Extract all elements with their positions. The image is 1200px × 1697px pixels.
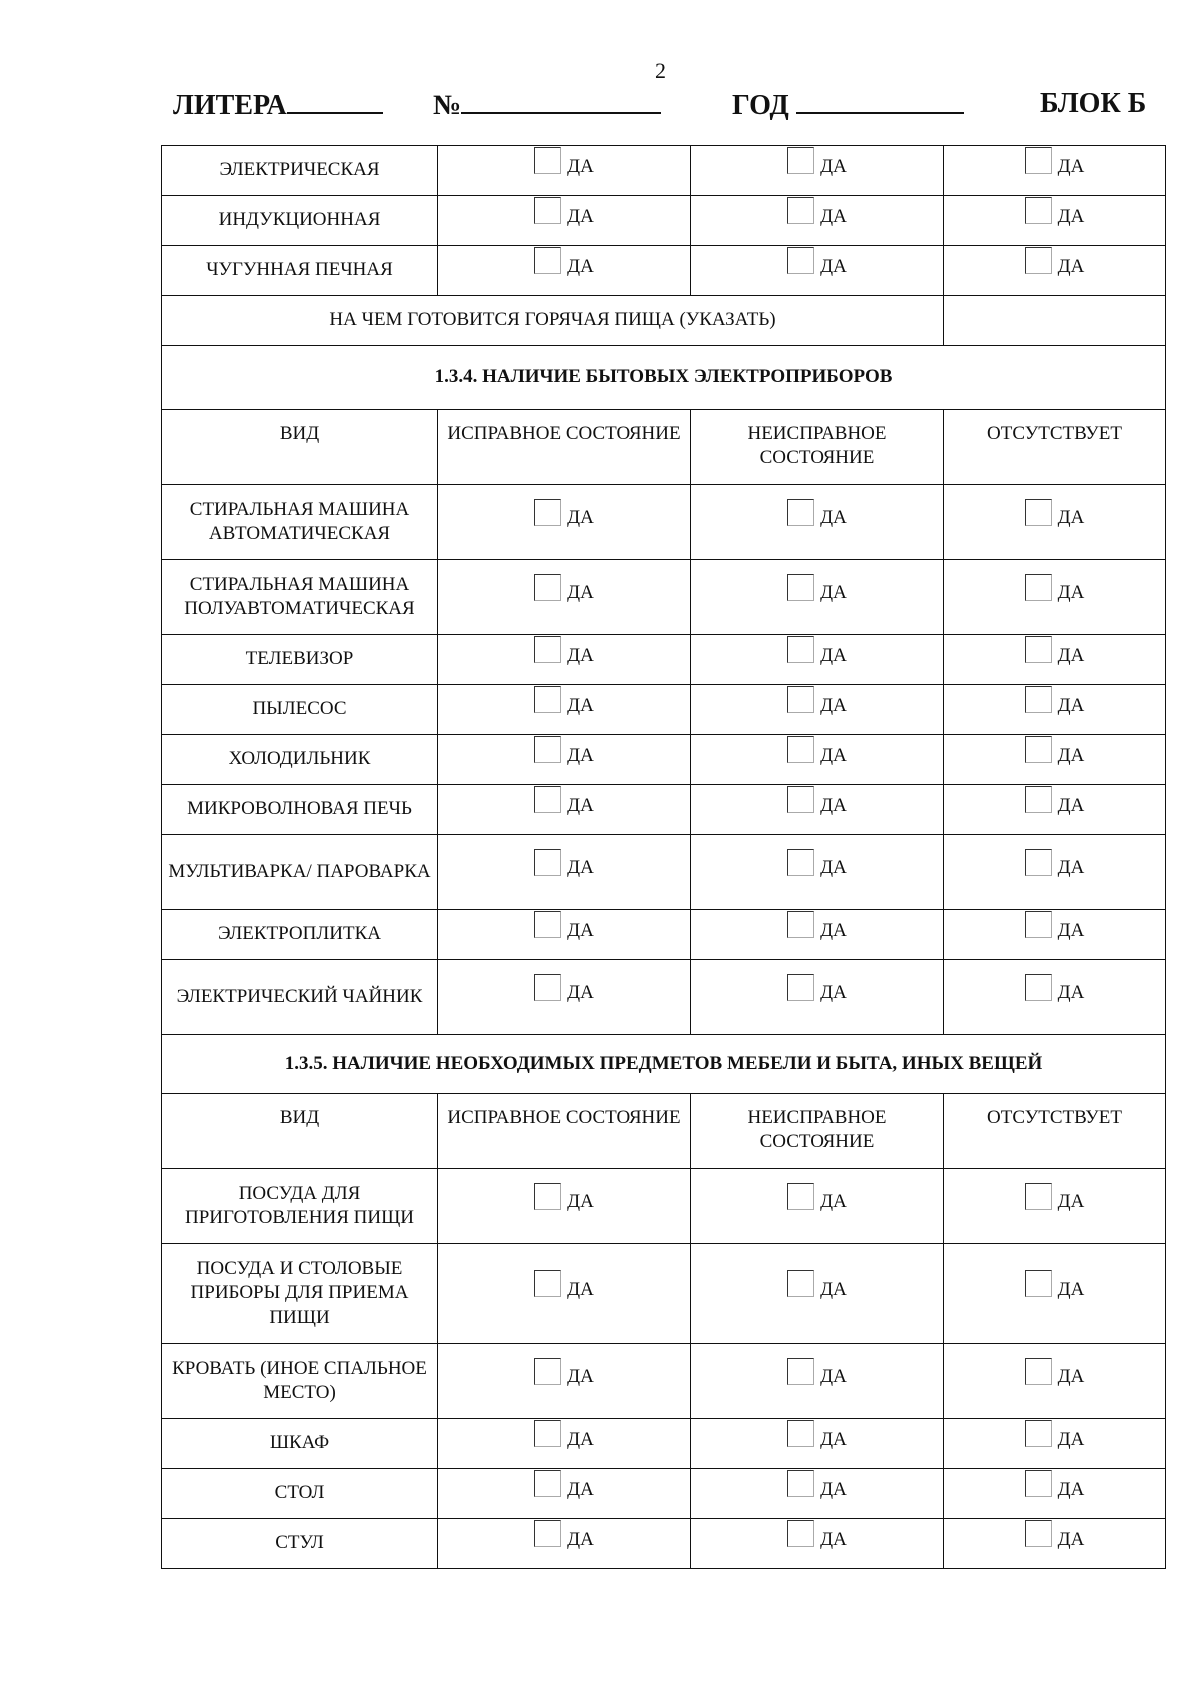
item-row	[162, 785, 1166, 835]
checkbox-box[interactable]	[534, 1470, 561, 1497]
section-135-title: 1.3.5. НАЛИЧИЕ НЕОБХОДИМЫХ ПРЕДМЕТОВ МЕБЕЛИ И БЫТА, ИНЫХ ВЕЩЕЙ	[162, 1035, 1166, 1094]
yes-label: ДА	[820, 644, 847, 666]
yes-label: ДА	[1057, 255, 1085, 277]
yes-label: ДА	[820, 794, 847, 816]
yes-checkbox[interactable]	[787, 1189, 847, 1216]
yes-label: ДА	[820, 744, 847, 766]
yes-checkbox[interactable]	[1025, 505, 1085, 532]
row-label: ИНДУКЦИОННАЯ	[162, 196, 438, 246]
yes-label: ДА	[567, 694, 594, 716]
checkbox-box[interactable]	[534, 911, 561, 938]
checkbox-box[interactable]	[1025, 786, 1052, 813]
checkbox-box[interactable]	[1025, 911, 1052, 938]
checkbox-box[interactable]	[1025, 1358, 1052, 1385]
col-absent-header: ОТСУТСТВУЕТ	[944, 410, 1166, 485]
checkbox-box[interactable]	[1025, 636, 1052, 663]
item-label: ХОЛОДИЛЬНИК	[162, 735, 438, 785]
year-input-line[interactable]	[796, 88, 964, 114]
checkbox-box[interactable]	[787, 736, 814, 763]
col-broken-header: НЕИСПРАВНОЕ СОСТОЯНИЕ	[691, 1094, 944, 1169]
yes-checkbox[interactable]	[534, 792, 594, 819]
item-label: СТУЛ	[162, 1519, 438, 1569]
checkbox-box[interactable]	[1025, 147, 1052, 174]
yes-label: ДА	[567, 582, 594, 604]
checkbox-box[interactable]	[534, 636, 561, 663]
yes-checkbox[interactable]	[534, 1364, 594, 1391]
yes-label: ДА	[1057, 507, 1085, 529]
yes-label: ДА	[567, 155, 594, 177]
yes-label: ДА	[1057, 1528, 1085, 1550]
yes-label: ДА	[820, 507, 847, 529]
checkbox-box[interactable]	[534, 147, 561, 174]
number-field[interactable]	[433, 88, 661, 122]
yes-checkbox[interactable]	[787, 1526, 847, 1553]
checkbox-box[interactable]	[1025, 574, 1052, 601]
checkbox-box[interactable]	[534, 247, 561, 274]
hot-food-row	[162, 296, 1166, 346]
item-row	[162, 1419, 1166, 1469]
yes-label: ДА	[820, 982, 847, 1004]
yes-label: ДА	[1057, 1428, 1085, 1450]
item-label: ЭЛЕКТРИЧЕСКИЙ ЧАЙНИК	[162, 960, 438, 1035]
yes-label: ДА	[1057, 1478, 1085, 1500]
col-absent-header: ОТСУТСТВУЕТ	[944, 1094, 1166, 1169]
yes-checkbox[interactable]	[534, 1426, 594, 1453]
yes-label: ДА	[567, 857, 594, 879]
col-working-header: ИСПРАВНОЕ СОСТОЯНИЕ	[438, 410, 691, 485]
yes-checkbox[interactable]	[534, 692, 594, 719]
yes-checkbox[interactable]	[534, 1189, 594, 1216]
item-row	[162, 1169, 1166, 1244]
yes-label: ДА	[567, 1528, 594, 1550]
yes-label: ДА	[820, 205, 847, 227]
stove-row	[162, 146, 1166, 196]
yes-label: ДА	[1057, 857, 1085, 879]
checkbox-box[interactable]	[787, 147, 814, 174]
checkbox-box[interactable]	[787, 911, 814, 938]
year-field[interactable]	[732, 88, 964, 122]
number-input-line[interactable]	[461, 88, 661, 114]
item-label: ПЫЛЕСОС	[162, 685, 438, 735]
yes-checkbox[interactable]	[534, 253, 594, 280]
checkbox-box[interactable]	[534, 974, 561, 1001]
yes-label: ДА	[820, 155, 847, 177]
litera-input-line[interactable]	[287, 88, 383, 114]
yes-checkbox[interactable]	[1025, 1276, 1085, 1303]
item-row	[162, 1469, 1166, 1519]
yes-checkbox[interactable]	[787, 1364, 847, 1391]
checkbox-box[interactable]	[1025, 499, 1052, 526]
item-row	[162, 560, 1166, 635]
item-label: СТОЛ	[162, 1469, 438, 1519]
item-label: МУЛЬТИВАРКА/ ПАРОВАРКА	[162, 835, 438, 910]
yes-checkbox[interactable]	[787, 642, 847, 669]
yes-checkbox[interactable]	[787, 1276, 847, 1303]
checkbox-box[interactable]	[534, 736, 561, 763]
item-row	[162, 835, 1166, 910]
item-label: ПОСУДА И СТОЛОВЫЕ ПРИБОРЫ ДЛЯ ПРИЕМА ПИЩИ	[162, 1244, 438, 1344]
yes-label: ДА	[567, 1478, 594, 1500]
checkbox-box[interactable]	[534, 499, 561, 526]
item-label: ЭЛЕКТРОПЛИТКА	[162, 910, 438, 960]
item-row	[162, 485, 1166, 560]
year-label: ГОД	[732, 90, 789, 121]
yes-label: ДА	[1057, 794, 1085, 816]
yes-checkbox[interactable]	[534, 642, 594, 669]
yes-checkbox[interactable]	[1025, 1364, 1085, 1391]
yes-checkbox[interactable]	[787, 792, 847, 819]
yes-checkbox[interactable]	[1025, 1426, 1085, 1453]
item-row	[162, 735, 1166, 785]
checkbox-box[interactable]	[787, 1470, 814, 1497]
checkbox-box[interactable]	[534, 1420, 561, 1447]
hot-food-label: НА ЧЕМ ГОТОВИТСЯ ГОРЯЧАЯ ПИЩА (УКАЗАТЬ)	[162, 296, 944, 346]
litera-label: ЛИТЕРА	[173, 90, 287, 121]
yes-checkbox[interactable]	[1025, 855, 1085, 882]
yes-checkbox[interactable]	[1025, 253, 1085, 280]
yes-checkbox[interactable]	[787, 692, 847, 719]
yes-checkbox[interactable]	[1025, 153, 1085, 180]
yes-checkbox[interactable]	[534, 1476, 594, 1503]
checkbox-box[interactable]	[1025, 974, 1052, 1001]
yes-checkbox[interactable]	[534, 742, 594, 769]
yes-label: ДА	[567, 1366, 594, 1388]
checkbox-box[interactable]	[1025, 1420, 1052, 1447]
yes-label: ДА	[567, 982, 594, 1004]
yes-checkbox[interactable]	[1025, 1189, 1085, 1216]
yes-checkbox[interactable]	[787, 253, 847, 280]
yes-label: ДА	[820, 919, 847, 941]
checkbox-box[interactable]	[787, 1520, 814, 1547]
checkbox-box[interactable]	[787, 499, 814, 526]
block-label: БЛОК Б	[1040, 88, 1147, 119]
yes-label: ДА	[820, 1278, 847, 1300]
checkbox-box[interactable]	[1025, 1520, 1052, 1547]
item-label: СТИРАЛЬНАЯ МАШИНА ПОЛУАВТОМАТИЧЕСКАЯ	[162, 560, 438, 635]
yes-label: ДА	[1057, 155, 1085, 177]
item-label: СТИРАЛЬНАЯ МАШИНА АВТОМАТИЧЕСКАЯ	[162, 485, 438, 560]
yes-label: ДА	[820, 1478, 847, 1500]
yes-label: ДА	[820, 1191, 847, 1213]
yes-checkbox[interactable]	[534, 153, 594, 180]
yes-checkbox[interactable]	[1025, 580, 1085, 607]
yes-checkbox[interactable]	[1025, 642, 1085, 669]
checkbox-box[interactable]	[787, 197, 814, 224]
checkbox-box[interactable]	[787, 974, 814, 1001]
form-table	[161, 145, 1166, 1569]
checkbox-box[interactable]	[1025, 247, 1052, 274]
yes-checkbox[interactable]	[787, 580, 847, 607]
yes-checkbox[interactable]	[787, 153, 847, 180]
yes-checkbox[interactable]	[534, 580, 594, 607]
section-135-heading-row	[162, 1035, 1166, 1094]
checkbox-box[interactable]	[534, 1358, 561, 1385]
checkbox-box[interactable]	[534, 1520, 561, 1547]
yes-label: ДА	[1057, 1191, 1085, 1213]
yes-label: ДА	[567, 255, 594, 277]
row-label: ЧУГУННАЯ ПЕЧНАЯ	[162, 246, 438, 296]
checkbox-box[interactable]	[534, 786, 561, 813]
yes-checkbox[interactable]	[787, 917, 847, 944]
checkbox-box[interactable]	[534, 197, 561, 224]
yes-checkbox[interactable]	[534, 917, 594, 944]
checkbox-box[interactable]	[787, 574, 814, 601]
yes-checkbox[interactable]	[787, 1476, 847, 1503]
item-label: ТЕЛЕВИЗОР	[162, 635, 438, 685]
checkbox-box[interactable]	[534, 686, 561, 713]
checkbox-box[interactable]	[787, 849, 814, 876]
col-type-header: ВИД	[162, 410, 438, 485]
stove-row	[162, 246, 1166, 296]
item-row	[162, 960, 1166, 1035]
col-broken-header: НЕИСПРАВНОЕ СОСТОЯНИЕ	[691, 410, 944, 485]
yes-label: ДА	[1057, 982, 1085, 1004]
yes-checkbox[interactable]	[1025, 1476, 1085, 1503]
section-134-heading-row	[162, 346, 1166, 410]
yes-checkbox[interactable]	[787, 1426, 847, 1453]
checkbox-box[interactable]	[787, 1270, 814, 1297]
yes-label: ДА	[1057, 744, 1085, 766]
checkbox-box[interactable]	[1025, 1470, 1052, 1497]
yes-checkbox[interactable]	[534, 1526, 594, 1553]
yes-label: ДА	[1057, 919, 1085, 941]
litera-field[interactable]	[173, 88, 383, 122]
item-label: МИКРОВОЛНОВАЯ ПЕЧЬ	[162, 785, 438, 835]
section-135-column-headers	[162, 1094, 1166, 1169]
checkbox-box[interactable]	[787, 786, 814, 813]
checkbox-box[interactable]	[534, 574, 561, 601]
checkbox-box[interactable]	[1025, 197, 1052, 224]
yes-checkbox[interactable]	[1025, 792, 1085, 819]
yes-checkbox[interactable]	[534, 505, 594, 532]
section-135-rows	[162, 1169, 1166, 1569]
item-row	[162, 1244, 1166, 1344]
checkbox-box[interactable]	[787, 247, 814, 274]
yes-label: ДА	[1057, 694, 1085, 716]
yes-label: ДА	[820, 694, 847, 716]
checkbox-box[interactable]	[1025, 736, 1052, 763]
yes-checkbox[interactable]	[787, 505, 847, 532]
yes-checkbox[interactable]	[534, 855, 594, 882]
checkbox-box[interactable]	[534, 1270, 561, 1297]
yes-label: ДА	[567, 919, 594, 941]
page-number: 2	[655, 58, 666, 83]
item-row	[162, 685, 1166, 735]
checkbox-box[interactable]	[534, 1183, 561, 1210]
yes-label: ДА	[820, 1366, 847, 1388]
checkbox-box[interactable]	[1025, 849, 1052, 876]
yes-label: ДА	[567, 205, 594, 227]
yes-label: ДА	[567, 744, 594, 766]
section-134-column-headers	[162, 410, 1166, 485]
number-label: №	[433, 90, 462, 121]
yes-label: ДА	[1057, 1278, 1085, 1300]
yes-checkbox[interactable]	[1025, 692, 1085, 719]
checkbox-box[interactable]	[787, 686, 814, 713]
hot-food-answer-cell[interactable]	[944, 296, 1166, 346]
yes-label: ДА	[567, 644, 594, 666]
yes-checkbox[interactable]	[787, 203, 847, 230]
yes-checkbox[interactable]	[534, 203, 594, 230]
item-label: ПОСУДА ДЛЯ ПРИГОТОВЛЕНИЯ ПИЩИ	[162, 1169, 438, 1244]
yes-label: ДА	[1057, 1366, 1085, 1388]
yes-checkbox[interactable]	[1025, 917, 1085, 944]
yes-label: ДА	[820, 582, 847, 604]
item-row	[162, 1519, 1166, 1569]
yes-label: ДА	[1057, 205, 1085, 227]
checkbox-box[interactable]	[787, 1183, 814, 1210]
yes-label: ДА	[1057, 644, 1085, 666]
checkbox-box[interactable]	[1025, 1270, 1052, 1297]
item-row	[162, 635, 1166, 685]
row-label: ЭЛЕКТРИЧЕСКАЯ	[162, 146, 438, 196]
checkbox-box[interactable]	[787, 1420, 814, 1447]
item-label: КРОВАТЬ (ИНОЕ СПАЛЬНОЕ МЕСТО)	[162, 1344, 438, 1419]
yes-checkbox[interactable]	[1025, 742, 1085, 769]
section-134-rows	[162, 485, 1166, 1035]
yes-checkbox[interactable]	[534, 1276, 594, 1303]
yes-label: ДА	[567, 1278, 594, 1300]
yes-label: ДА	[567, 1191, 594, 1213]
yes-checkbox[interactable]	[1025, 203, 1085, 230]
stove-row	[162, 196, 1166, 246]
yes-checkbox[interactable]	[1025, 1526, 1085, 1553]
yes-label: ДА	[567, 794, 594, 816]
yes-label: ДА	[820, 1528, 847, 1550]
col-type-header: ВИД	[162, 1094, 438, 1169]
yes-label: ДА	[567, 1428, 594, 1450]
checkbox-box[interactable]	[534, 849, 561, 876]
yes-label: ДА	[820, 1428, 847, 1450]
section-134-title: 1.3.4. НАЛИЧИЕ БЫТОВЫХ ЭЛЕКТРОПРИБОРОВ	[162, 346, 1166, 410]
checkbox-box[interactable]	[1025, 1183, 1052, 1210]
item-row	[162, 910, 1166, 960]
yes-checkbox[interactable]	[787, 855, 847, 882]
yes-label: ДА	[1057, 582, 1085, 604]
yes-checkbox[interactable]	[534, 980, 594, 1007]
col-working-header: ИСПРАВНОЕ СОСТОЯНИЕ	[438, 1094, 691, 1169]
checkbox-box[interactable]	[787, 636, 814, 663]
yes-label: ДА	[820, 255, 847, 277]
item-row	[162, 1344, 1166, 1419]
yes-label: ДА	[567, 507, 594, 529]
yes-checkbox[interactable]	[787, 980, 847, 1007]
yes-label: ДА	[820, 857, 847, 879]
checkbox-box[interactable]	[787, 1358, 814, 1385]
item-label: ШКАФ	[162, 1419, 438, 1469]
yes-checkbox[interactable]	[1025, 980, 1085, 1007]
yes-checkbox[interactable]	[787, 742, 847, 769]
checkbox-box[interactable]	[1025, 686, 1052, 713]
